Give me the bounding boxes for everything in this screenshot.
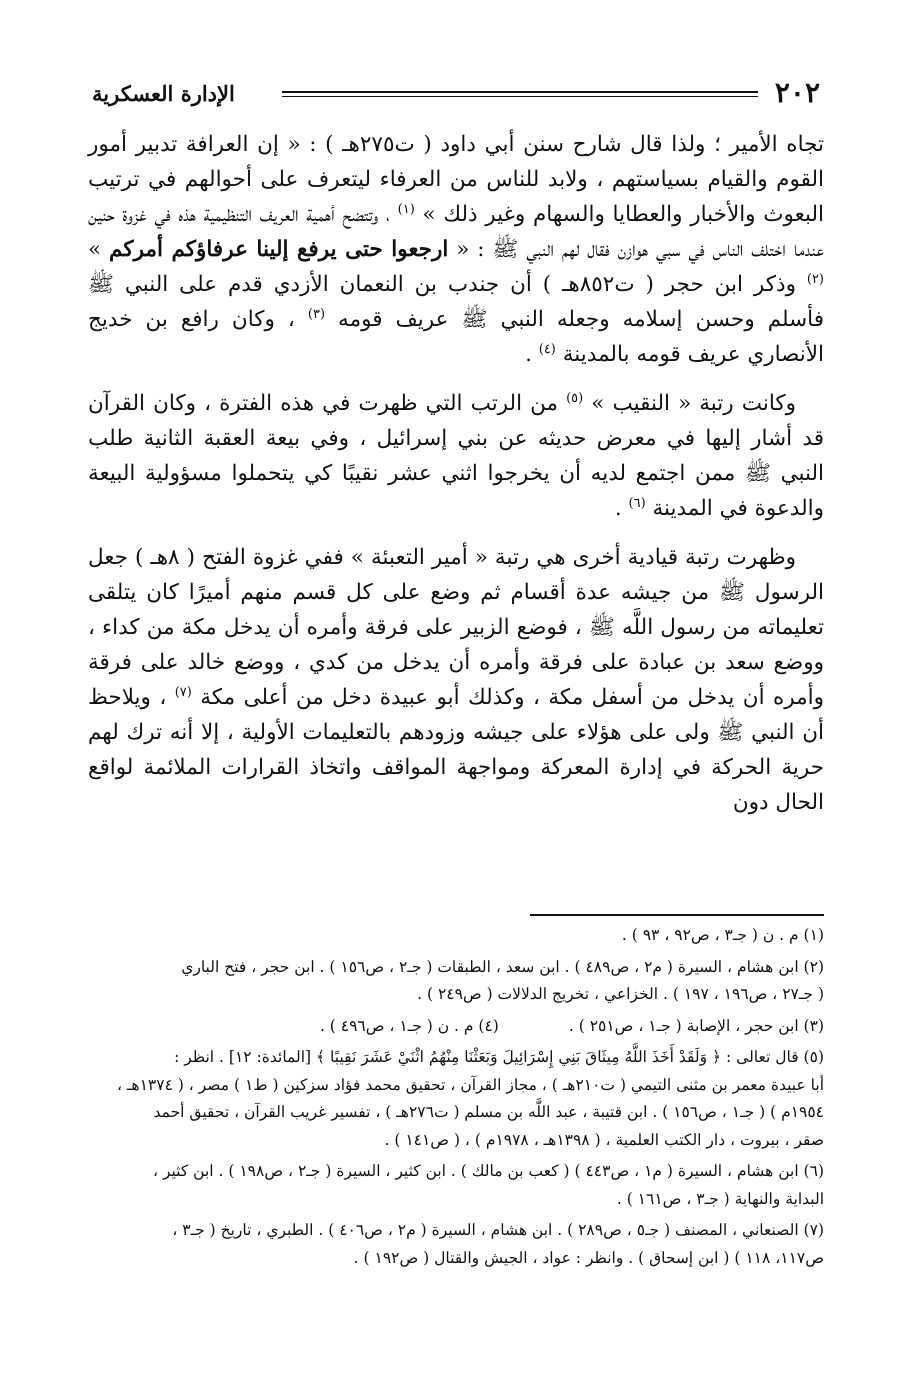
text-span: وذكر ابن حجر ( ت٨٥٢هـ ) أن جندب بن النعمان الأزدي قدم على النبي ﷺ فأسلم وحسن إسلامه وجعله النبي ﷺ عريف قومه — [88, 272, 825, 332]
footnote-ref: (٥) — [566, 390, 584, 406]
footnote-4: (٤) م . ن ( جـ١ ، ص٤٩٦ ) . — [319, 1016, 499, 1035]
footnote-ref: (٤) — [538, 341, 556, 357]
paragraph-1 — [88, 127, 824, 372]
footnote-ref: (٦) — [628, 495, 646, 511]
page-number: ٢٠٢ — [774, 76, 820, 109]
text-span: » — [88, 237, 110, 262]
text-span: وكانت رتبة « النقيب » — [583, 391, 796, 416]
footnote-3-4-row — [88, 1013, 824, 1041]
footnotes — [88, 922, 824, 1272]
footnote-6-line-1: (٦) ابن هشام ، السيرة ( م١ ، ص٤٤٣ ) ( كعب بن مالك ) . ابن كثير ، السيرة ( جـ٢ ، ص١٩٨ ) . ابن كثير ، — [153, 1162, 824, 1180]
footnote-7-line-1: (٧) الصنعاني ، المصنف ( جـ٥ ، ص٢٨٩ ) . ابن هشام ، السيرة ( م٢ ، ص٤٠٦ ) . الطبري ، تاريخ ( جـ٣ ، — [172, 1221, 824, 1239]
running-title: الإدارة العسكرية — [92, 81, 235, 106]
footnote-6-line-2: البداية والنهاية ( جـ٣ ، ص١٦١ ) . — [616, 1189, 824, 1208]
paragraph-3 — [88, 540, 824, 820]
footnote-5-line-4: صقر ، بيروت ، دار الكتب العلمية ، ( ١٣٩٨هـ ، ١٩٧٨م ) ، ( ص١٤١ ) . — [384, 1130, 824, 1149]
footnote-5-line-2: أبا عبيدة معمر بن مثنى التيمي ( ت٢١٠هـ ) ، مجاز القرآن ، تحقيق محمد فؤاد سزكين ( ط١ ) مصر ، ( ١٣٧٤هـ ، — [116, 1075, 824, 1094]
footnote-ref: (٣) — [307, 306, 326, 322]
header-rule — [282, 91, 758, 97]
text-span: . — [614, 496, 629, 521]
quran-verse: وَلَقَدْ أَخَذَ اللَّهُ مِيثَاقَ بَنِي إِسْرَائِيلَ وَبَعَثْنَا مِنْهُمُ اثْنَيْ عَشَرَ نَقِيبًا — [330, 1048, 708, 1066]
text-span: ، وتتضح أهمية العريف التنظيمية هذه في غزوة حنين عندما اختلف الناس في سبي هوازن فقال لهم النبي ﷺ : « — [88, 202, 824, 262]
footnote-3: (٣) ابن حجر ، الإصابة ( جـ١ ، ص٢٥١ ) . — [568, 1016, 824, 1035]
text-span: ، وكان رافع بن خديج الأنصاري عريف قومه بالمدينة — [88, 307, 824, 367]
footnote-ref: (٢) — [806, 271, 824, 287]
text-span: من الرتب التي ظهرت في هذه الفترة ، وكان القرآن قد أشار إليها في معرض حديثه عن بني إسرائيل ، وفي بيعة العقبة الثانية طلب النبي ﷺ ممن اجتمع لديه أن يخرجوا اثني عشر نقيبًا كي يتحملوا مسؤولية البيعة والدعوة في المدينة — [88, 391, 824, 521]
page-header — [92, 78, 820, 112]
text-span: تجاه الأمير ؛ ولذا قال شارح سنن أبي داود ( ت٢٧٥هـ ) : « إن العرافة تدبير أمور القوم والقيام بسياستهم ، ولابد للناس من العرفاء ليتعرف على أحوالهم في ترتيب البعوث والأخبار والعطايا والسهام وغير ذلك » — [88, 132, 824, 227]
footnote-7-line-2: ص١١٧، ١١٨ ) ( ابن إسحاق ) . وانظر : عواد ، الجيش والقتال ( ص١٩٢ ) . — [353, 1248, 824, 1267]
footnote-5-line-3: ١٩٥٤م ) ( جـ١ ، ص١٥٦ ) . ابن قتيبة ، عبد اللَّه بن مسلم ( ت٢٧٦هـ ) ، تفسير غريب القرآن ، تحقيق أحمد — [153, 1103, 824, 1121]
text-span: ﴾ [المائدة: ١٢] . انظر : — [174, 1048, 331, 1066]
footnote-separator — [530, 914, 824, 916]
text-span: . — [525, 342, 539, 367]
footnote-5-line-1 — [88, 1044, 824, 1072]
main-text — [88, 127, 824, 834]
footnote-2-line-1: (٢) ابن هشام ، السيرة ( م٢ ، ص٤٨٩ ) . ابن سعد ، الطبقات ( جـ٢ ، ص١٥٦ ) . ابن حجر ، فتح الباري — [181, 957, 824, 976]
text-span: (٥) قال تعالى : ﴿ — [707, 1048, 824, 1066]
text-span: وظهرت رتبة قيادية أخرى هي رتبة « أمير التعبئة » ففي غزوة الفتح ( ٨هـ ) جعل الرسول ﷺ من جيشه عدة أقسام ثم وضع على كل قسم منهم أميرًا كان يتلقى تعليماته من رسول اللَّه ﷺ ، فوضع الزبير على فرقة وأمره أن يدخل مكة من كداء ، ووضع سعد بن عبادة على فرقة وأمره أن يدخل من كدي ، ووضع خالد على فرقة وأمره أن يدخل من أسفل مكة ، وكذلك أبو عبيدة دخل من أعلى مكة — [88, 545, 824, 710]
footnote-2-line-2: ( جـ٢٧ ، ص١٩٦ ، ١٩٧ ) . الخزاعي ، تخريج الدلالات ( ص٢٤٩ ) . — [417, 985, 824, 1003]
footnote-1: (١) م . ن ( جـ٣ ، ص٩٢ ، ٩٣ ) . — [621, 926, 824, 944]
text-span: ، ويلاحظ أن النبي ﷺ ولى على هؤلاء على جيشه وزودهم بالتعليمات الأولية ، إلا أنه ترك لهم حرية الحركة في إدارة المعركة ومواجهة المواقف واتخاذ القرارات الملائمة لواقع الحال دون — [88, 685, 824, 815]
footnote-ref: (١) — [397, 201, 415, 217]
paragraph-2 — [88, 386, 824, 526]
hadith-quote: ارجعوا حتى يرفع إلينا عرفاؤكم أمركم — [109, 237, 449, 262]
footnote-ref: (٧) — [174, 684, 192, 700]
